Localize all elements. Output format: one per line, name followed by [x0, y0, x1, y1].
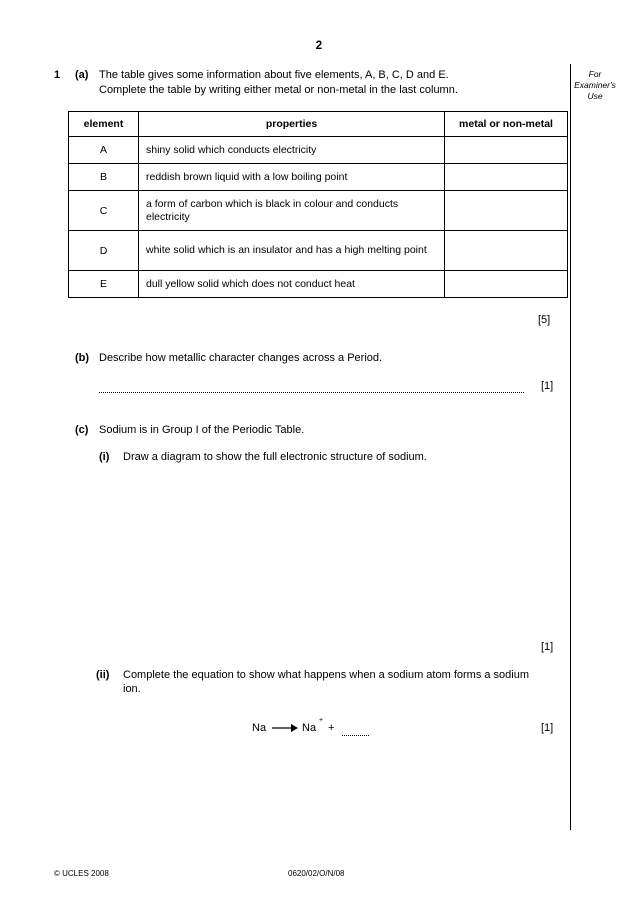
part-a-marks: [5]	[538, 314, 551, 326]
examiner-margin-line	[570, 64, 571, 830]
footer-copyright: © UCLES 2008	[54, 869, 109, 878]
part-b-answer-line[interactable]	[99, 392, 524, 393]
part-c-ii-label: (ii)	[96, 669, 110, 681]
table-row	[69, 164, 568, 191]
part-a-instruction: The table gives some information about five elements, A, B, C, D and E.	[99, 69, 449, 81]
page-number: 2	[315, 40, 323, 52]
examiner-note-line: Use	[587, 91, 603, 101]
examiner-use-note	[566, 69, 624, 102]
element-cell: B	[69, 164, 139, 191]
answer-cell[interactable]	[445, 191, 568, 231]
part-c-ii-question: Complete the equation to show what happens when a sodium atom forms a sodium	[123, 669, 530, 681]
answer-cell[interactable]	[445, 231, 568, 271]
equation-plus: +	[328, 722, 335, 734]
part-b-label: (b)	[75, 352, 90, 364]
equation-answer-blank[interactable]	[342, 735, 369, 736]
part-c-text: Sodium is in Group I of the Periodic Table.	[99, 424, 305, 436]
element-cell: C	[69, 191, 139, 231]
header-element: element	[69, 112, 139, 137]
element-cell: D	[69, 231, 139, 271]
elements-table	[68, 111, 568, 298]
answer-cell[interactable]	[445, 271, 568, 298]
table-row	[69, 191, 568, 231]
part-c-i-label: (i)	[99, 451, 110, 463]
equation-product: Na	[302, 722, 317, 734]
answer-cell[interactable]	[445, 137, 568, 164]
part-c-i-question: Draw a diagram to show the full electronic structure of sodium.	[123, 451, 427, 463]
part-b-marks: [1]	[541, 380, 554, 392]
properties-cell: shiny solid which conducts electricity	[139, 137, 445, 164]
element-cell: E	[69, 271, 139, 298]
header-properties: properties	[139, 112, 445, 137]
examiner-note-line: For	[588, 69, 602, 79]
question-number: 1	[54, 69, 61, 81]
part-a-label: (a)	[75, 69, 89, 81]
properties-cell: dull yellow solid which does not conduct heat	[139, 271, 445, 298]
table-row	[69, 137, 568, 164]
table-row	[69, 271, 568, 298]
part-b-question: Describe how metallic character changes across a Period.	[99, 352, 383, 364]
examiner-note-line: Examiner's	[574, 80, 616, 90]
part-a-instruction-2: Complete the table by writing either metal or non-metal in the last column.	[99, 84, 458, 96]
header-metal-or-non-metal: metal or non-metal	[445, 112, 568, 137]
properties-cell: reddish brown liquid with a low boiling point	[139, 164, 445, 191]
reaction-arrow-icon	[272, 722, 298, 734]
answer-cell[interactable]	[445, 164, 568, 191]
part-c-ii-question-2: ion.	[123, 683, 141, 695]
ion-charge: +	[319, 717, 324, 724]
footer-paper-code: 0620/02/O/N/08	[288, 869, 345, 878]
drawing-area[interactable]	[123, 472, 543, 622]
table-header-row	[69, 112, 568, 137]
part-c-i-marks: [1]	[541, 641, 554, 653]
equation-reactant: Na	[252, 722, 267, 734]
properties-cell: a form of carbon which is black in colour and conducts electricity	[139, 191, 445, 231]
properties-cell: white solid which is an insulator and has a high melting point	[139, 231, 445, 271]
part-c-ii-marks: [1]	[541, 722, 554, 734]
part-c-label: (c)	[75, 424, 89, 436]
element-cell: A	[69, 137, 139, 164]
table-row	[69, 231, 568, 271]
